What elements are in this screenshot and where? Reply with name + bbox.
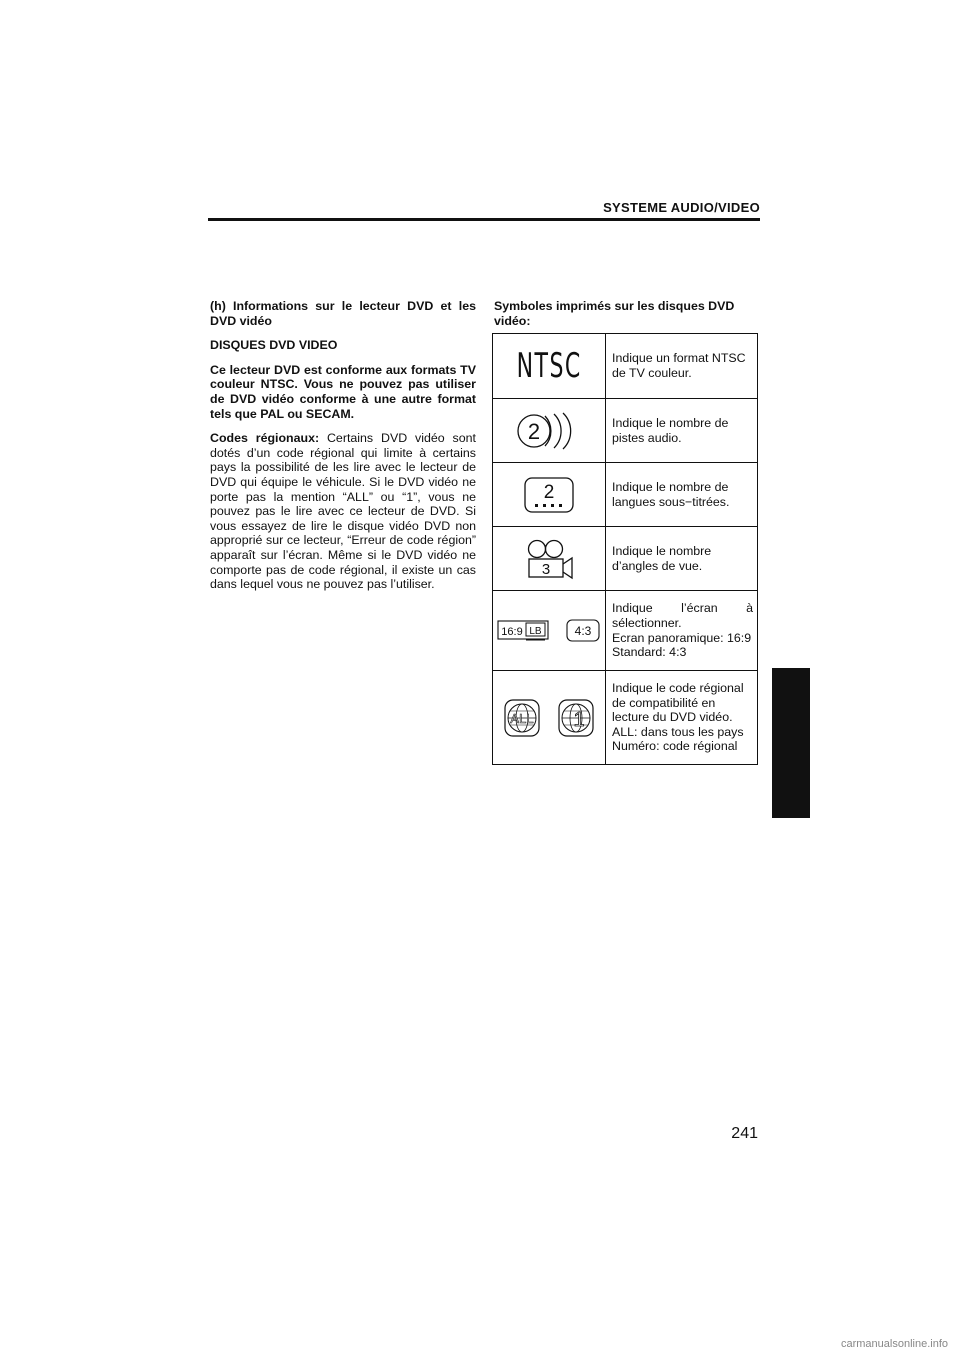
left-column: [210, 299, 476, 602]
table-row: [493, 399, 758, 463]
page-number: 241: [731, 1125, 758, 1142]
camera-angle-icon: [493, 527, 606, 591]
regional-codes-text: Certains DVD vidéo sont dotés d’un code régional qui limite à certains pays la possibilité de les lire avec le lecteur de DVD qui équipe le véhicule. Si le DVD vidéo ne porte pas la mention “ALL” ou “1”, vous ne pouvez pas le lire avec ce lecteur de DVD. Si vous essayez de lire le disque vidéo DVD non approprié sur ce lecteur, “Erreur de code région” apparaît sur l’écran. Même si le DVD vidéo ne comporte pas de code régional, il existe un cas dans lequel vous ne pouvez pas l’utiliser.: [210, 431, 476, 592]
regional-codes-paragraph: [210, 431, 476, 592]
section-title: SYSTEME AUDIO/VIDEO: [603, 200, 760, 215]
subheading: DISQUES DVD VIDEO: [210, 338, 338, 353]
header-rule: [208, 218, 760, 221]
ntsc-icon: [493, 334, 606, 399]
region-desc-line: Indique le code régional de compatibilité en lecture du DVD vidéo.: [612, 681, 744, 725]
aspect-letterbox-label: LB: [529, 625, 542, 637]
aspect-desc-line: Standard: 4:3: [612, 645, 687, 660]
audio-tracks-icon: [493, 399, 606, 463]
section-heading: (h) Informations sur le lecteur DVD et les DVD vidéo: [210, 299, 476, 328]
table-row: [493, 671, 758, 765]
aspect-ratio-description: [606, 591, 758, 671]
region-desc-line: Numéro: code régional: [612, 739, 738, 754]
regional-codes-label: Codes régionaux:: [210, 431, 320, 446]
watermark: carmanualsonline.info: [840, 1338, 948, 1350]
subtitle-description: Indique le nombre de langues sous−titrées.: [606, 463, 758, 527]
symbols-table: [492, 333, 758, 765]
table-row: [493, 334, 758, 399]
aspect-ratio-icon: [493, 591, 606, 671]
region-all-label: ALL: [510, 710, 534, 726]
table-row: [493, 527, 758, 591]
ntsc-compat-paragraph: Ce lecteur DVD est conforme aux formats TV couleur NTSC. Vous ne pouvez pas utiliser de DVD vidéo conforme à une autre format tels que PAL ou SECAM.: [210, 362, 476, 421]
region-globe-icon: [493, 671, 606, 765]
symbols-heading: Symboles imprimés sur les disques DVD vidéo:: [494, 299, 735, 328]
subtitle-count: 2: [543, 481, 555, 503]
region-code-label: 1: [573, 708, 585, 731]
audio-tracks-count: 2: [527, 418, 541, 444]
ntsc-icon-label: NTSC: [516, 346, 582, 386]
table-row: [493, 463, 758, 527]
chapter-thumb-tab: [772, 668, 810, 818]
subtitle-screen-icon: [493, 463, 606, 527]
aspect-desc-line: Indique l’écran à sélectionner.: [612, 601, 753, 630]
camera-angle-count: 3: [541, 560, 551, 578]
aspect-widescreen-label: 16:9: [501, 625, 523, 638]
region-description: [606, 671, 758, 765]
region-desc-line: ALL: dans tous les pays: [612, 724, 744, 739]
table-row: [493, 591, 758, 671]
aspect-desc-line: Ecran panoramique: 16:9: [612, 630, 752, 645]
aspect-standard-label: 4:3: [574, 623, 592, 638]
camera-angle-description: Indique le nombre d’angles de vue.: [606, 527, 758, 591]
ntsc-description: Indique un format NTSC de TV couleur.: [606, 334, 758, 399]
audio-tracks-description: Indique le nombre de pistes audio.: [606, 399, 758, 463]
